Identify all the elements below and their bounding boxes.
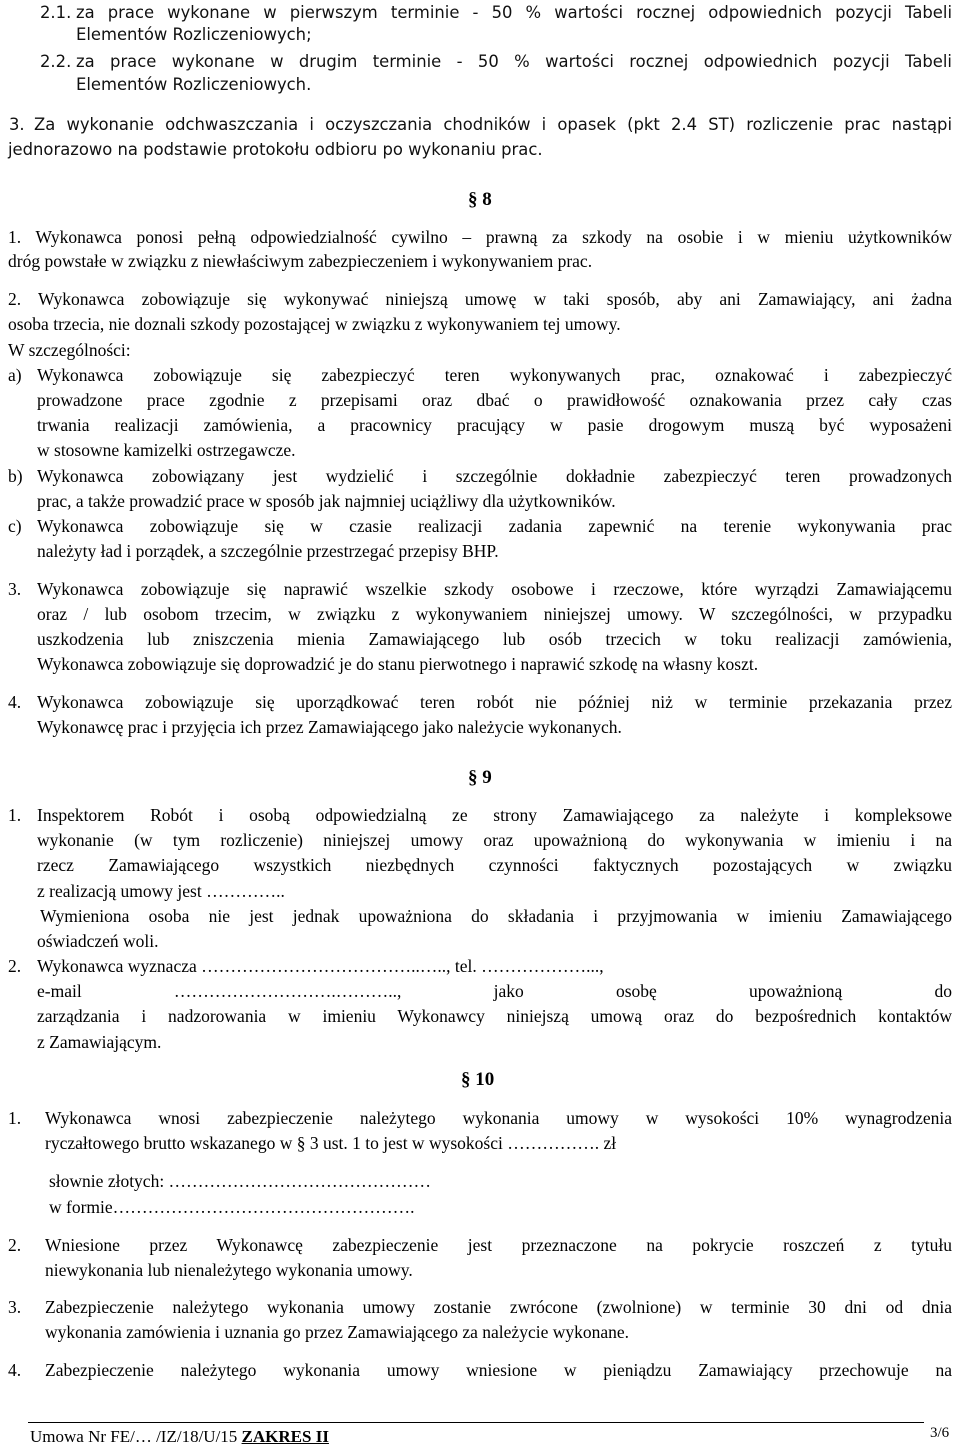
item-label: 3. bbox=[8, 579, 22, 599]
item-label: 3. bbox=[8, 1297, 22, 1317]
paragraph-line: Wykonawca zobowiązuje się zabezpieczyć teren wykonywanych prac, oznakować i zabezpieczyć bbox=[37, 365, 952, 385]
footer-divider bbox=[28, 1422, 924, 1423]
paragraph-line: trwania realizacji zamówienia, a pracownicy pracujący w pasie drogowym muszą być wyposażeni bbox=[37, 415, 952, 435]
section-heading: § 10 bbox=[461, 1069, 495, 1090]
item-label: c) bbox=[8, 516, 22, 536]
paragraph-line: W szczególności: bbox=[8, 340, 131, 360]
list-item-line: Elementów Rozliczeniowych; bbox=[76, 25, 312, 44]
paragraph-line: należyty ład i porządek, a szczególnie przestrzegać przepisy BHP. bbox=[37, 541, 499, 561]
footer-contract-number: Umowa Nr FE/… /IZ/18/U/15 bbox=[30, 1427, 242, 1446]
footer-scope-label: ZAKRES II bbox=[241, 1427, 329, 1446]
paragraph-line: 2. Wykonawca zobowiązuje się wykonywać niniejszą umowę w taki sposób, aby ani Zamawiający, ani żadna bbox=[8, 289, 952, 309]
section-heading: § 8 bbox=[468, 189, 492, 210]
paragraph-line: Zabezpieczenie należytego wykonania umowy zostanie zwrócone (zwolnione) w terminie 30 dni od dnia bbox=[45, 1297, 952, 1317]
item-label: 2. bbox=[8, 956, 22, 976]
paragraph-line: oświadczeń woli. bbox=[37, 931, 159, 951]
page-number: 3/6 bbox=[930, 1425, 950, 1441]
paragraph-line: dróg powstałe w związku z niewłaściwym zabezpieczeniem i wykonywaniem prac. bbox=[8, 251, 593, 271]
paragraph-line: Wykonawca zobowiązuje się w czasie realizacji zadania zapewnić na terenie wykonywania prac bbox=[37, 516, 952, 536]
paragraph-line: w formie……………………………………………. bbox=[49, 1197, 415, 1217]
item-label: 2. bbox=[8, 1235, 22, 1255]
list-item-line: jednorazowo na podstawie protokołu odbioru po wykonaniu prac. bbox=[8, 140, 543, 159]
list-item-line: Elementów Rozliczeniowych. bbox=[76, 75, 312, 94]
paragraph-line: Wykonawca zobowiązuje się naprawić wszelkie szkody osobowe i rzeczowe, które wyrządzi Zamawiającemu bbox=[37, 579, 952, 599]
list-number: 3. bbox=[9, 115, 25, 134]
paragraph-line: niewykonania lub nienależytego wykonania umowy. bbox=[45, 1260, 413, 1280]
paragraph-line: prowadzone prace zgodnie z przepisami oraz dbać o prawidłowość oznakowania przez cały czas bbox=[37, 390, 952, 410]
paragraph-line: Wykonawca zobowiązany jest wydzielić i szczególnie dokładnie zabezpieczyć teren prowadzonych bbox=[37, 466, 952, 486]
paragraph-line: Wykonawca wnosi zabezpieczenie należytego wykonania umowy w wysokości 10% wynagrodzenia bbox=[45, 1108, 952, 1128]
item-label: b) bbox=[8, 466, 23, 486]
paragraph-line: oraz / lub osobom trzecim, w związku z wykonywaniem niniejszej umowy. W szczególności, w przypadku bbox=[37, 604, 952, 624]
paragraph-line: ryczałtowego brutto wskazanego w § 3 ust. 1 to jest w wysokości ……………. zł bbox=[45, 1133, 617, 1153]
paragraph-line: Wymieniona osoba nie jest jednak upoważniona do składania i przyjmowania w imieniu Zamawiającego bbox=[40, 906, 952, 926]
paragraph-line: Zabezpieczenie należytego wykonania umowy wniesione w pieniądzu Zamawiający przechowuje na bbox=[45, 1360, 952, 1380]
paragraph-line: wykonania zamówienia i uznania go przez Zamawiającego za należycie wykonane. bbox=[45, 1322, 630, 1342]
paragraph-line: e-mail ……………………….……….., jako osobę upoważnioną do bbox=[37, 981, 952, 1001]
paragraph-line: Wykonawca wyznacza ………………………………..….., tel. ………………..., bbox=[37, 956, 604, 976]
paragraph-line: z realizacją umowy jest ………….. bbox=[37, 881, 285, 901]
paragraph-line: 1. Wykonawca ponosi pełną odpowiedzialność cywilno – prawną za szkody na osobie i w mieniu użytkowników bbox=[8, 227, 952, 247]
list-number: 2.1. bbox=[40, 3, 72, 22]
paragraph-line: osoba trzecia, nie doznali szkody pozostającej w związku z wykonywaniem tej umowy. bbox=[8, 314, 621, 334]
list-number: 2.2. bbox=[40, 52, 72, 71]
item-label: 1. bbox=[8, 805, 22, 825]
paragraph-line: rzecz Zamawiającego wszystkich niezbędnych czynności faktycznych pozostających w związku bbox=[37, 855, 952, 875]
paragraph-line: Wniesione przez Wykonawcę zabezpieczenie jest przeznaczone na pokrycie roszczeń z tytułu bbox=[45, 1235, 952, 1255]
paragraph-line: uszkodzenia lub zniszczenia mienia Zamawiającego lub osób trzecich w toku realizacji zamówienia, bbox=[37, 629, 952, 649]
paragraph-line: wykonanie (w tym rozliczenie) niniejszej umowy oraz upoważnioną do wykonywania w imieniu i na bbox=[37, 830, 952, 850]
paragraph-line: Inspektorem Robót i osobą odpowiedzialną ze strony Zamawiającego za należyte i kompleksowe bbox=[37, 805, 952, 825]
paragraph-line: Wykonawca zobowiązuje się uporządkować teren robót nie później niż w terminie przekazania przez bbox=[37, 692, 952, 712]
paragraph-line: Wykonawca zobowiązuje się doprowadzić je do stanu pierwotnego i naprawić szkodę na własny koszt. bbox=[37, 654, 759, 674]
list-item-line: Za wykonanie odchwaszczania i oczyszczania chodników i opasek (pkt 2.4 ST) rozliczenie prac nastąpi bbox=[34, 115, 952, 134]
paragraph-line: w stosowne kamizelki ostrzegawcze. bbox=[37, 440, 296, 460]
list-item-line: za prace wykonane w pierwszym terminie - 50 % wartości rocznej odpowiednich pozycji Tabeli bbox=[76, 3, 952, 22]
paragraph-line: z Zamawiającym. bbox=[37, 1032, 162, 1052]
paragraph-line: prac, a także prowadzić prace w sposób jak najmniej uciążliwy dla użytkowników. bbox=[37, 491, 616, 511]
item-label: 4. bbox=[8, 1360, 22, 1380]
section-heading: § 9 bbox=[468, 767, 492, 788]
item-label: 4. bbox=[8, 692, 22, 712]
paragraph-line: zarządzania i nadzorowania w imieniu Wykonawcy niniejszą umową oraz do bezpośrednich kontaktów bbox=[37, 1006, 952, 1026]
item-label: a) bbox=[8, 365, 22, 385]
item-label: 1. bbox=[8, 1108, 22, 1128]
paragraph-line: Wykonawcę prac i przyjęcia ich przez Zamawiającego jako należycie wykonanych. bbox=[37, 717, 622, 737]
footer-document-id bbox=[30, 1427, 329, 1447]
paragraph-line: słownie złotych: ……………………………………… bbox=[49, 1171, 432, 1191]
list-item-line: za prace wykonane w drugim terminie - 50 % wartości rocznej odpowiednich pozycji Tabeli bbox=[76, 52, 952, 71]
